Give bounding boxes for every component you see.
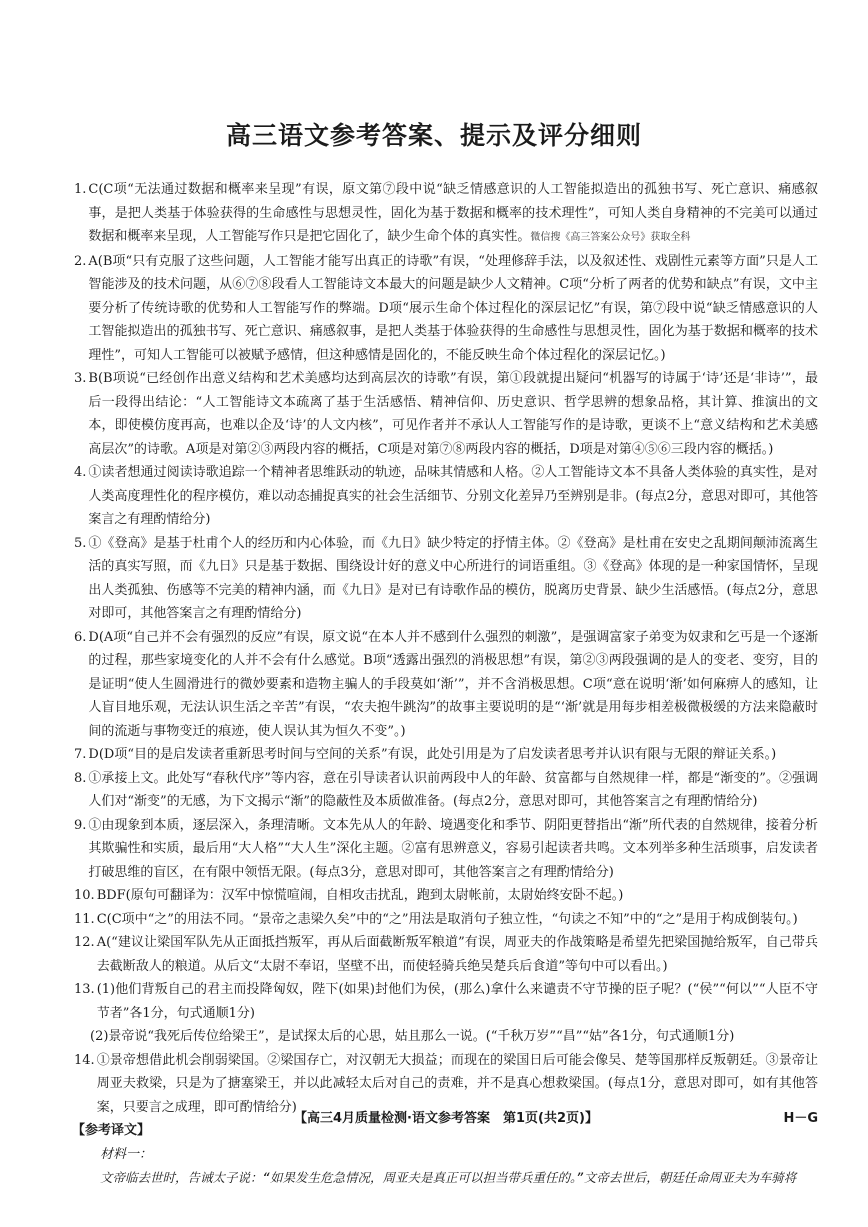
answer-text <box>88 367 818 461</box>
answer-item <box>74 931 818 978</box>
answer-item <box>74 767 818 814</box>
page-title: 高三语文参考答案、提示及评分细则 <box>225 121 642 150</box>
answer-item <box>74 743 818 767</box>
answer-text <box>88 178 818 250</box>
answer-list <box>74 178 818 1190</box>
answer-body: ①《登高》是基于杜甫个人的经历和内心体验，而《九日》缺少特定的抒情主体。②《登高》是杜甫在安史之乱期间颠沛流离生活的真实写照，而《九日》只是基于数据、围绕设计好的意义中心所进行的词语重组。③《登高》体现的是一种家国情怀，呈现出人类孤独、伤感等不完美的精神内涵，而《九日》是对已有诗歌作品的模仿，脱离历史背景、缺少生活感悟。(每点2分，意思对即可，其他答案言之有理酌情给分) <box>88 535 818 621</box>
answer-body: A(“建议让梁国军队先从正面抵挡叛军，再从后面截断叛军粮道”有误，周亚夫的作战策略是希望先把梁国抛给叛军，自己带兵去截断敌人的粮道。从后文“太尉不奉诏，坚壁不出，而使轻骑兵绝吴楚兵后食道”等句中可以看出。) <box>96 935 818 974</box>
answer-body: C(C项“无法通过数据和概率来呈现”有误，原文第⑦段中说“缺乏情感意识的人工智能拟造出的孤独书写、死亡意识、痛感叙事，是把人类基于体验获得的生命感性与思想灵性，固化为基于数据和概率的技术理性”，可知人类自身精神的不完美可以通过数据和概率来呈现，人工智能写作只是把它固化了，缺少生命个体的真实性。 <box>88 182 818 244</box>
answer-text <box>97 978 818 1025</box>
answer-body: ①承接上文。此处写“春秋代序”等内容，意在引导读者认识前两段中人的年龄、贫富都与自然规律一样，都是“渐变的”。②强调人们对“渐变”的无感，为下文揭示“渐”的隐蔽性及本质做准备。(每点2分，意思对即可，其他答案言之有理酌情给分) <box>88 770 818 809</box>
answer-number: 9. <box>74 817 87 833</box>
answer-body: A(B项“只有克服了这些问题，人工智能才能写出真正的诗歌”有误，“处理修辞手法，以及叙述性、戏剧性元素等方面”只是人工智能涉及的技术问题，从⑥⑦⑧段看人工智能诗文本最大的问题是缺少人文精神。C项“分析了两者的优势和缺点”有误，文中主要分析了传统诗歌的优势和人工智能写作的弊端。D项“展示生命个体过程化的深层记忆”有误，第⑦段中说“缺乏情感意识的人工智能拟造出的孤独书写、死亡意识、痛感叙事，是把人类基于体验获得的生命感性与思想灵性，固化为基于数据和概率的技术理性”，可知人工智能可以被赋予感情，但这种感情是固化的，不能反映生命个体过程化的深层记忆。) <box>88 253 818 363</box>
translation-heading: 【参考译文】 <box>72 1123 151 1138</box>
answer-body: D(A项“自己并不会有强烈的反应”有误，原文说“在本人并不感到什么强烈的刺激”，是强调富家子弟变为奴隶和乞丐是一个逐渐的过程，那些家境变化的人并不会有什么感觉。B项“透露出强烈的消极思想”有误，第②③两段强调的是人的变老、变穷，目的是证明“使人生圆滑进行的微妙要素和造物主骗人的手段莫如‘渐’”，并不含消极思想。C项“意在说明‘渐’如何麻痹人的感知，让人盲目地乐观，无法认识生活之辛苦”有误，“农夫抱牛跳沟”的故事主要说明的是“‘渐’就是用每步相差极微极缓的方法来隐蔽时间的流逝与事物变迁的痕迹，使人误认其为恒久不变”。) <box>88 629 818 739</box>
answer-item <box>74 532 818 626</box>
answer-body: C(C项中“之”的用法不同。“景帝之恚梁久矣”中的“之”用法是取消句子独立性，“句读之不知”中的“之”是用于构成倒装句。) <box>96 911 798 927</box>
answer-number: 12. <box>74 935 95 950</box>
footer-code: H－G <box>783 1111 818 1126</box>
answer-number: 4. <box>74 465 87 480</box>
answer-number: 11. <box>74 911 95 927</box>
answer-text <box>88 743 818 767</box>
answer-text <box>88 814 818 885</box>
answer-text <box>88 461 818 532</box>
answer-body: D(D项“目的是启发读者重新思考时间与空间的关系”有误，此处引用是为了启发读者思考并认识有限与无限的辩证关系。) <box>88 747 777 762</box>
answer-body: ①读者想通过阅读诗歌追踪一个精神者思维跃动的轨迹，品味其情感和人格。②人工智能诗文本不具备人类体验的真实性，是对人类高度理性化的程序模仿，难以动态捕捉真实的社会生活细节、分别文化差异乃至辨别是非。(每点2分，意思对即可，其他答案言之有理酌情给分) <box>88 465 818 527</box>
answer-text <box>88 626 818 744</box>
answer-item <box>74 884 818 908</box>
answer-body: B(B项说“已经创作出意义结构和艺术美感均达到高层次的诗歌”有误，第①段就提出疑问“机器写的诗属于‘诗’还是‘非诗’”，最后一段得出结论：“人工智能诗文本疏离了基于生活感悟、精神信仰、历史意识、哲学思辨的想象品格，其计算、推演出的文本，即使模仿度再高，也难以企及‘诗’的人文内核”，可见作者并不承认人工智能写作的是诗歌，更谈不上“意义结构和艺术美感高层次”的诗歌。A项是对第②③两段内容的概括，C项是对第⑦⑧两段内容的概括，D项是对第④⑤⑥三段内容的概括。) <box>88 371 818 457</box>
answer-item <box>74 626 818 744</box>
answer-text <box>97 908 818 932</box>
answer-item <box>74 814 818 885</box>
answer-text <box>88 532 818 626</box>
watermark-note: 微信搜《高三答案公众号》获取全科 <box>530 232 691 243</box>
answer-number: 3. <box>74 371 87 386</box>
answer-item <box>74 178 818 250</box>
material-heading: 材料一： <box>100 1146 153 1162</box>
answer-number: 6. <box>74 629 87 645</box>
answer-number: 13. <box>74 982 95 997</box>
answer-subitem: (2)景帝说“我死后传位给梁王”，是试探太后的心思，姑且那么一说。(“千秋万岁”“昌”“姑”各1分，句式通顺1分) <box>90 1029 735 1044</box>
answer-number: 2. <box>74 253 87 269</box>
answer-body: (1)他们背叛自己的君主而投降匈奴，陛下(如果)封他们为侯，(那么)拿什么来谴责不守节操的臣子呢？(“侯”“何以”“人臣不守节者”各1分，句式通顺1分) <box>96 982 818 1021</box>
answer-item <box>74 367 818 461</box>
answer-body: ①景帝想借此机会削弱梁国。②梁国存亡，对汉朝无大损益；而现在的梁国日后可能会像吴、楚等国那样反叛朝廷。③景帝让周亚夫救梁，只是为了搪塞梁王，并以此减轻太后对自己的责难，并不是真心想救梁国。(每点1分，意思对即可，如有其他答案，只要言之成理，即可酌情给分) <box>96 1052 818 1115</box>
answer-text <box>97 931 818 978</box>
answer-item <box>74 250 818 368</box>
footer-page-info: 【高三4月质量检测·语文参考答案 第1页(共2页)】 <box>294 1111 598 1126</box>
answer-number: 8. <box>74 770 87 786</box>
answer-number: 5. <box>74 535 87 551</box>
answer-body: ①由现象到本质，逐层深入，条理清晰。文本先从人的年龄、境遇变化和季节、阴阳更替指出“渐”所代表的自然规律，接着分析其欺骗性和实质，最后用“大人格”“大人生”深化主题。②富有思辨意义，容易引起读者共鸣。文本列举多种生活琐事，启发读者打破思维的盲区，在有限中领悟无限。(每点3分，意思对即可，其他答案言之有理酌情给分) <box>88 817 818 880</box>
answer-text <box>97 884 818 908</box>
answer-text <box>88 250 818 368</box>
answer-number: 1. <box>74 182 87 197</box>
answer-body: BDF(原句可翻译为：汉军中惊慌喧闹，自相攻击扰乱，跑到太尉帐前，太尉始终安卧不起。) <box>96 888 624 903</box>
answer-number: 14. <box>74 1052 95 1068</box>
answer-text <box>88 767 818 814</box>
answer-number: 7. <box>74 747 87 762</box>
answer-item <box>74 978 818 1025</box>
answer-number: 10. <box>74 888 95 903</box>
answer-item <box>74 461 818 532</box>
material-text: 文帝临去世时，告诫太子说：“如果发生危急情况，周亚夫是真正可以担当带兵重任的。”文帝去世后，朝廷任命周亚夫为车骑将 <box>100 1170 797 1185</box>
answer-item <box>74 908 818 932</box>
